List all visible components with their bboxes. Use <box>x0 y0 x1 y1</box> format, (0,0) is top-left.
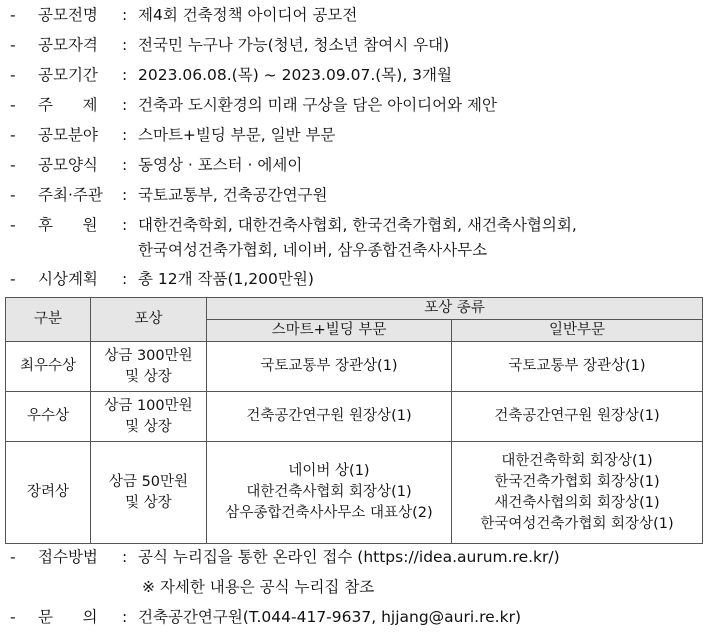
row-category: 우수상 <box>6 392 91 442</box>
bullet-dash: - <box>10 270 16 288</box>
header-award-type: 포상 종류 <box>207 298 703 320</box>
bullet-dash: - <box>10 6 16 24</box>
prize-line: 및 상장 <box>125 418 172 435</box>
header-smart-building: 스마트+빌딩 부문 <box>207 320 452 342</box>
award-line: 대한건축사협회 회장상(1) <box>246 484 412 500</box>
info-value: 스마트+빌딩 부문, 일반 부문 <box>138 126 336 144</box>
bullet-dash: - <box>10 608 16 626</box>
apply-value: 공식 누리집을 통한 온라인 접수 (https://idea.aurum.re.kr/) <box>138 548 560 566</box>
colon: : <box>122 548 128 566</box>
info-label: 주최·주관 <box>38 186 103 204</box>
award-table <box>5 297 703 544</box>
colon: : <box>122 156 128 174</box>
row-smart-award <box>207 392 452 442</box>
award-line: 건축공간연구원 원장상(1) <box>246 408 412 424</box>
info-value: 대한건축학회, 대한건축사협회, 한국건축가협회, 새건축사협의회, <box>138 216 577 234</box>
info-label: 공모전명 <box>38 6 98 24</box>
award-line: 한국건축가협회 회장상(1) <box>494 473 660 490</box>
colon: : <box>122 96 128 114</box>
contact-label: 문 의 <box>38 608 98 626</box>
colon: : <box>122 6 128 24</box>
table-row <box>6 442 703 544</box>
award-line: 국토교통부 장관상(1) <box>260 358 398 374</box>
contact-value: 건축공간연구원(T.044-417-9637, hjjang@auri.re.kr) <box>138 608 521 626</box>
bullet-dash: - <box>10 66 16 84</box>
header-prize: 포상 <box>91 298 207 342</box>
award-line: 대한건축학회 회장상(1) <box>501 452 653 469</box>
row-category: 최우수상 <box>6 342 91 392</box>
info-label: 공모기간 <box>38 66 98 84</box>
bullet-dash: - <box>10 36 16 54</box>
info-value: 국토교통부, 건축공간연구원 <box>138 186 328 204</box>
info-label: 주 제 <box>38 96 98 114</box>
bullet-dash: - <box>10 548 16 566</box>
row-general-award <box>452 342 703 392</box>
award-line: 한국여성건축가협회 회장상(1) <box>480 515 674 532</box>
colon: : <box>122 216 128 234</box>
info-label: 시상계획 <box>38 270 98 288</box>
row-prize <box>91 342 207 392</box>
colon: : <box>122 608 128 626</box>
row-prize <box>91 442 207 544</box>
info-value: 전국민 누구나 가능(청년, 청소년 참여시 우대) <box>138 36 450 54</box>
row-prize <box>91 392 207 442</box>
info-value: 제4회 건축정책 아이디어 공모전 <box>138 6 358 24</box>
bullet-dash: - <box>10 186 16 204</box>
info-label: 공모양식 <box>38 156 98 174</box>
prize-line: 상금 300만원 <box>104 347 193 364</box>
bullet-dash: - <box>10 156 16 174</box>
colon: : <box>122 66 128 84</box>
apply-label: 접수방법 <box>38 548 98 566</box>
award-line: 건축공간연구원 원장상(1) <box>494 408 660 424</box>
info-label: 공모자격 <box>38 36 98 54</box>
row-category: 장려상 <box>6 442 91 544</box>
bullet-dash: - <box>10 126 16 144</box>
header-general: 일반부문 <box>452 320 703 342</box>
prize-line: 상금 50만원 <box>108 473 189 490</box>
info-value: 동영상 · 포스터 · 에세이 <box>138 156 303 174</box>
prize-line: 상금 100만원 <box>104 397 193 414</box>
colon: : <box>122 186 128 204</box>
prize-line: 및 상장 <box>125 494 172 511</box>
award-line: 네이버 상(1) <box>288 463 370 479</box>
colon: : <box>122 36 128 54</box>
row-general-award <box>452 442 703 544</box>
header-category: 구분 <box>6 298 91 342</box>
colon: : <box>122 126 128 144</box>
info-label: 후 원 <box>38 216 98 234</box>
bullet-dash: - <box>10 96 16 114</box>
award-line: 삼우종합건축사사무소 대표상(2) <box>225 505 433 521</box>
row-smart-award <box>207 342 452 392</box>
row-general-award <box>452 392 703 442</box>
prize-line: 및 상장 <box>125 368 172 385</box>
info-value: 건축과 도시환경의 미래 구상을 담은 아이디어와 제안 <box>138 96 497 114</box>
info-label: 공모분야 <box>38 126 98 144</box>
note-text: ※ 자세한 내용은 공식 누리집 참조 <box>142 578 375 596</box>
info-value: 2023.06.08.(목) ~ 2023.09.07.(목), 3개월 <box>138 66 452 84</box>
table-row <box>6 342 703 392</box>
colon: : <box>122 270 128 288</box>
award-line: 새건축사협의회 회장상(1) <box>494 494 660 511</box>
table-row <box>6 392 703 442</box>
bullet-dash: - <box>10 216 16 234</box>
info-value: 총 12개 작품(1,200만원) <box>138 270 314 288</box>
award-line: 국토교통부 장관상(1) <box>508 358 646 374</box>
row-smart-award <box>207 442 452 544</box>
info-value-continued: 한국여성건축가협회, 네이버, 삼우종합건축사사무소 <box>138 241 488 259</box>
